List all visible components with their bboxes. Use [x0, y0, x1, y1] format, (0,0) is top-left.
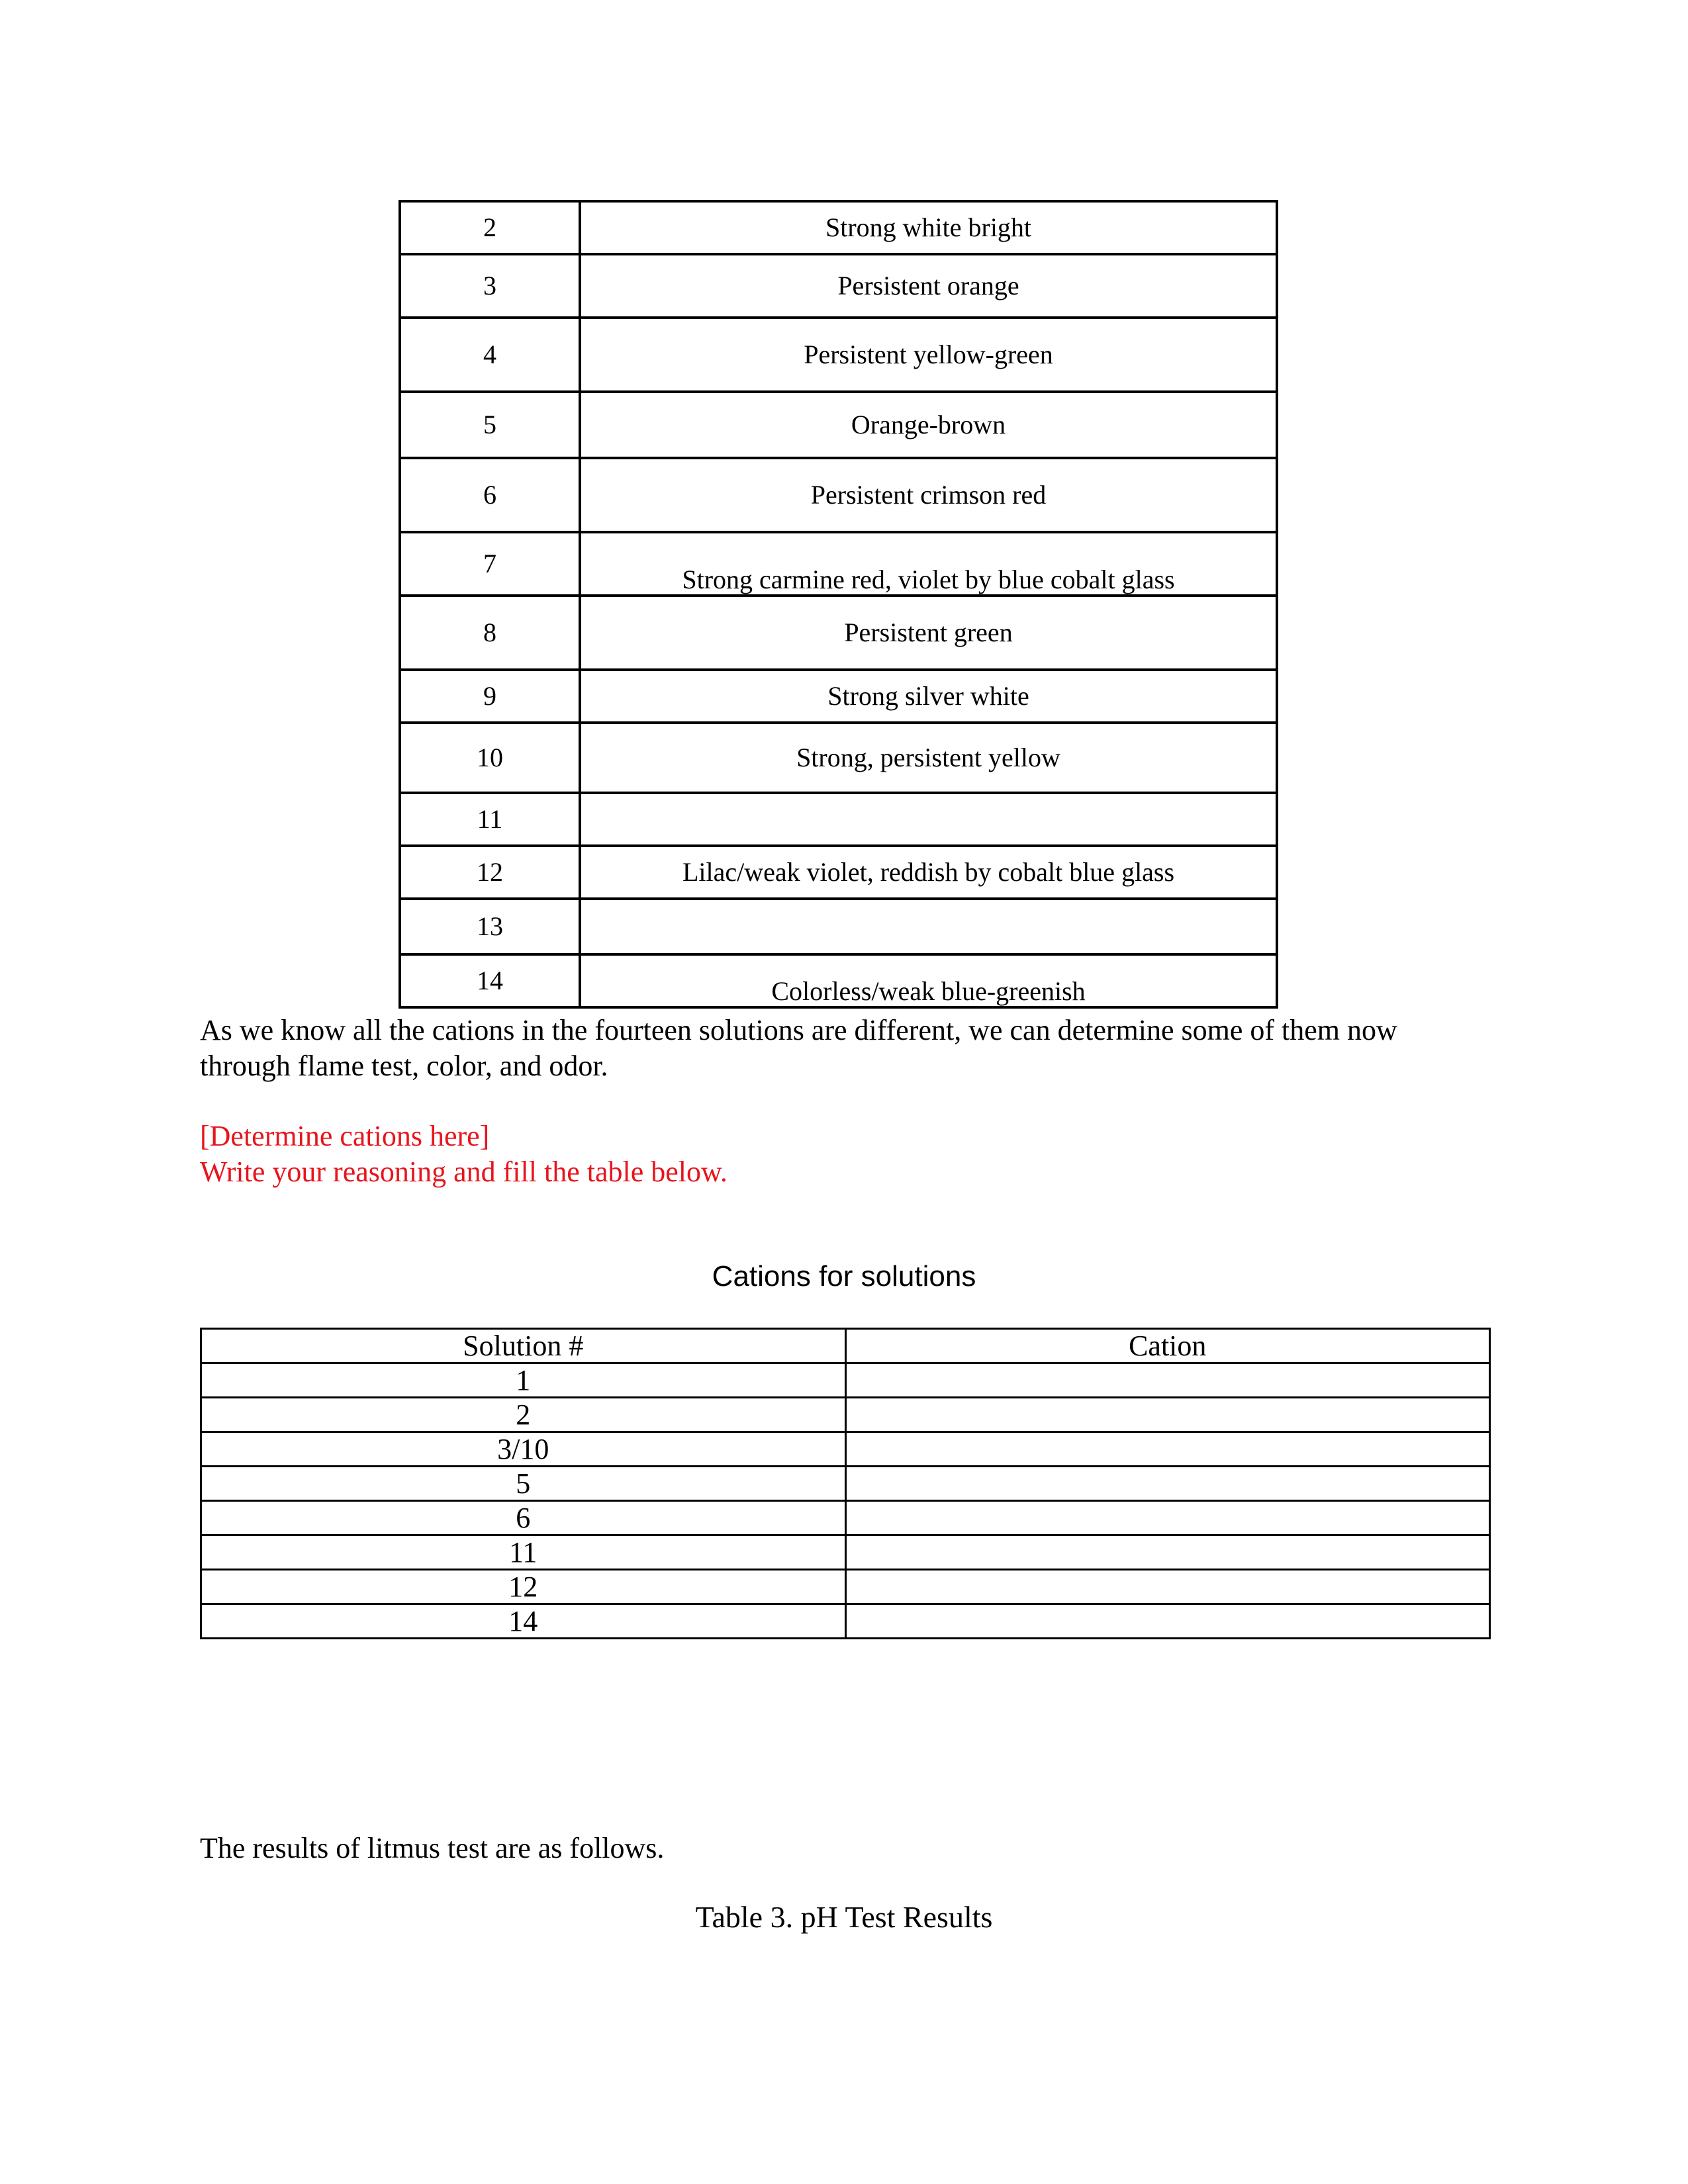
solution-column-header: Solution # — [201, 1329, 846, 1363]
cation-solution-number: 5 — [201, 1467, 846, 1501]
flame-table-row — [400, 318, 1277, 392]
cation-solution-number: 2 — [201, 1398, 846, 1432]
flame-color-cell: Strong silver white — [580, 670, 1277, 723]
flame-solution-number: 2 — [400, 201, 580, 254]
flame-table-row — [400, 723, 1277, 793]
flame-table-row — [400, 201, 1277, 254]
flame-color-cell: Persistent green — [580, 596, 1277, 670]
cation-table-row — [201, 1432, 1490, 1467]
cation-table-row — [201, 1501, 1490, 1535]
intro-line-2: through flame test, color, and odor. — [200, 1050, 608, 1082]
instruction-write-reasoning[interactable]: Write your reasoning and fill the table below. — [200, 1156, 727, 1188]
flame-table-row — [400, 899, 1277, 954]
flame-table-row — [400, 254, 1277, 318]
flame-color-cell: Persistent orange — [580, 254, 1277, 318]
flame-table-row — [400, 458, 1277, 532]
cation-input-cell[interactable] — [845, 1570, 1490, 1604]
cation-column-header: Cation — [845, 1329, 1490, 1363]
flame-solution-number: 10 — [400, 723, 580, 793]
cation-solution-number: 3/10 — [201, 1432, 846, 1467]
flame-table-row — [400, 670, 1277, 723]
cation-table-header-row — [201, 1329, 1490, 1363]
cation-input-cell[interactable] — [845, 1501, 1490, 1535]
flame-solution-number: 5 — [400, 392, 580, 458]
cation-table-row — [201, 1570, 1490, 1604]
flame-solution-number: 11 — [400, 793, 580, 846]
flame-solution-number: 4 — [400, 318, 580, 392]
flame-table-row — [400, 392, 1277, 458]
cation-table-caption: Cations for solutions — [712, 1260, 976, 1293]
flame-solution-number: 6 — [400, 458, 580, 532]
flame-solution-number: 14 — [400, 954, 580, 1007]
flame-solution-number: 8 — [400, 596, 580, 670]
flame-solution-number: 13 — [400, 899, 580, 954]
flame-table-row — [400, 532, 1277, 596]
cation-table-row — [201, 1467, 1490, 1501]
flame-table-row — [400, 954, 1277, 1007]
flame-color-cell: Colorless/weak blue-greenish — [580, 954, 1277, 1007]
cation-solution-number: 11 — [201, 1535, 846, 1570]
cation-table-row — [201, 1398, 1490, 1432]
flame-color-cell: Orange-brown — [580, 392, 1277, 458]
cation-input-cell[interactable] — [845, 1535, 1490, 1570]
cation-input-cell[interactable] — [845, 1363, 1490, 1398]
cation-table-row — [201, 1604, 1490, 1639]
cation-input-cell[interactable] — [845, 1398, 1490, 1432]
flame-table-row — [400, 846, 1277, 899]
flame-color-cell: Persistent crimson red — [580, 458, 1277, 532]
litmus-intro-text: The results of litmus test are as follows. — [200, 1832, 665, 1864]
cation-input-cell[interactable] — [845, 1432, 1490, 1467]
flame-test-table — [399, 200, 1278, 1009]
flame-solution-number: 7 — [400, 532, 580, 596]
ph-table-caption: Table 3. pH Test Results — [695, 1900, 993, 1934]
flame-color-cell: Lilac/weak violet, reddish by cobalt blue glass — [580, 846, 1277, 899]
cation-solution-number: 12 — [201, 1570, 846, 1604]
cation-solution-number: 14 — [201, 1604, 846, 1639]
cation-table — [200, 1328, 1491, 1639]
cation-table-row — [201, 1363, 1490, 1398]
cation-input-cell[interactable] — [845, 1604, 1490, 1639]
flame-color-cell — [580, 899, 1277, 954]
flame-table-row — [400, 793, 1277, 846]
flame-color-cell — [580, 793, 1277, 846]
cation-table-row — [201, 1535, 1490, 1570]
flame-color-cell: Strong white bright — [580, 201, 1277, 254]
cation-solution-number: 6 — [201, 1501, 846, 1535]
flame-color-cell: Strong, persistent yellow — [580, 723, 1277, 793]
flame-color-cell: Persistent yellow-green — [580, 318, 1277, 392]
instruction-determine-cations[interactable]: [Determine cations here] — [200, 1120, 490, 1152]
flame-color-cell: Strong carmine red, violet by blue cobalt glass — [580, 532, 1277, 596]
cation-solution-number: 1 — [201, 1363, 846, 1398]
flame-solution-number: 12 — [400, 846, 580, 899]
cation-input-cell[interactable] — [845, 1467, 1490, 1501]
intro-line-1: As we know all the cations in the fourteen solutions are different, we can determine some of them now — [200, 1014, 1397, 1046]
flame-solution-number: 9 — [400, 670, 580, 723]
flame-solution-number: 3 — [400, 254, 580, 318]
flame-table-row — [400, 596, 1277, 670]
